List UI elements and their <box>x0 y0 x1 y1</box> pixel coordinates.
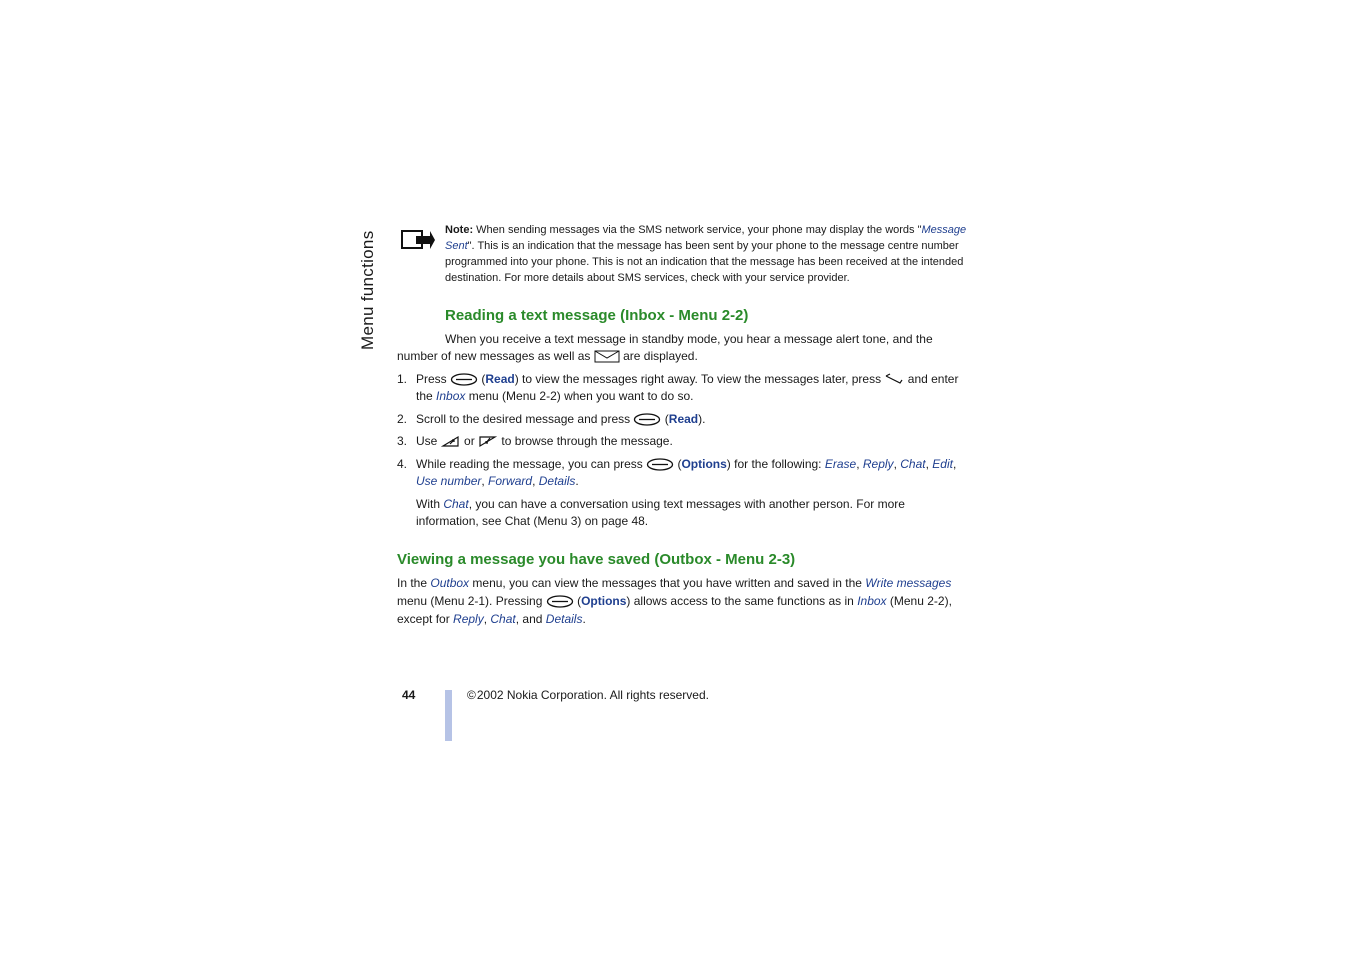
heading-reading: Reading a text message (Inbox - Menu 2-2) <box>445 307 749 324</box>
option-term: Reply <box>862 457 894 471</box>
note-term: Message Sent <box>445 224 967 252</box>
chat-paragraph <box>416 496 966 530</box>
viewing-text: (Menu 2-2), except for <box>397 594 952 626</box>
viewing-text: ) allows access to the same functions as in <box>626 594 858 608</box>
step-number: 2. <box>397 412 408 426</box>
step-text: ). <box>698 412 706 426</box>
list-item: 1. Press (Read) to view the messages right away. To view the messages later, press and enter the Inbox menu (Menu 2-2) when you want to do so. <box>397 372 959 403</box>
inbox-term: Inbox <box>857 594 887 608</box>
note-text: When sending messages via the SMS network service, your phone may display the words " <box>473 224 922 236</box>
note-label: Note: <box>445 224 474 236</box>
reply-term: Reply <box>453 612 484 626</box>
reading-intro-end: are displayed. <box>619 349 698 363</box>
chat-text-end: , you can have a conversation using text messages with another person. For more information, see Chat (Menu 3) on page 48. <box>416 497 905 528</box>
viewing-text: menu (Menu 2-1). Pressing <box>397 594 546 608</box>
scroll-up-icon <box>441 434 461 448</box>
option-term: Forward <box>488 474 533 488</box>
page-number: 44 <box>402 688 416 702</box>
step-text: ) for the following: <box>726 457 825 471</box>
step-text: While reading the message, you can press <box>416 457 647 471</box>
viewing-paragraph: In the Outbox menu, you can view the messages that you have written and saved in the Write messages menu (Menu 2-1). Pressing (Options) allows access to the same functions as in Inbox (Menu 2-2), except for Reply, Chat, and Details. <box>397 576 952 626</box>
selection-key-icon <box>633 413 661 426</box>
list-item: 2. Scroll to the desired message and press (Read). <box>397 412 706 426</box>
note-text-end: ". This is an indication that the message has been sent by your phone to the message centre number programmed into your phone. This is not an indication that the message has been received at the intended destination. For more details about SMS services, check with your service provider. <box>445 240 964 284</box>
reading-intro-text: When you receive a text message in standby mode, you hear a message alert tone, and the number of new messages as well as <box>397 332 933 363</box>
options-key: Options <box>681 457 727 471</box>
step-number: 4. <box>397 457 408 471</box>
copyright: © 2002 Nokia Corporation. All rights reserved. <box>467 688 709 702</box>
option-term: Use number <box>416 474 482 488</box>
viewing-text: menu, you can view the messages that you have written and saved in the <box>469 576 866 590</box>
write-messages-term: Write messages <box>865 576 952 590</box>
step-number: 1. <box>397 372 408 386</box>
side-tab-label: Menu functions <box>358 230 377 350</box>
note-icon <box>400 228 436 252</box>
step-text: Scroll to the desired message and press <box>416 412 634 426</box>
step-text: and enter the <box>416 372 959 403</box>
viewing-text: , and <box>515 612 546 626</box>
reading-intro <box>397 331 967 365</box>
selection-key-icon <box>546 595 574 608</box>
list-item <box>397 433 967 450</box>
heading-viewing: Viewing a message you have saved (Outbox - Menu 2-3) <box>397 551 796 568</box>
option-term: Erase <box>824 457 857 471</box>
step-text: Press <box>416 372 451 386</box>
selection-key-icon <box>646 458 674 471</box>
scroll-down-icon <box>478 434 498 448</box>
option-term: Chat <box>900 457 926 471</box>
details-term: Details <box>545 612 583 626</box>
read-key: Read <box>668 412 699 426</box>
inbox-term: Inbox <box>436 389 466 403</box>
note-block <box>445 222 970 286</box>
step-text: menu (Menu 2-2) when you want to do so. <box>465 389 694 403</box>
outbox-term: Outbox <box>430 576 470 590</box>
selection-key-icon <box>450 373 478 386</box>
options-key: Options <box>581 594 627 608</box>
step-text: to browse through the message. <box>498 434 673 448</box>
viewing-text: In the <box>397 576 431 590</box>
step-text: or <box>460 434 479 448</box>
option-term: Details <box>538 474 576 488</box>
chat-term: Chat <box>490 612 516 626</box>
read-key: Read <box>485 372 515 386</box>
step-text: ) to view the messages right away. To view the messages later, press <box>514 372 885 386</box>
side-tab <box>356 226 380 350</box>
step-number: 3. <box>397 434 408 448</box>
option-term: Edit <box>932 457 953 471</box>
copyright-text: 2002 Nokia Corporation. All rights reserved. <box>476 688 709 702</box>
step-text: Use <box>416 434 441 448</box>
clear-key-icon <box>884 373 904 386</box>
list-item: 4. While reading the message, you can press (Options) for the following: Erase, Reply, Chat, Edit, Use number, Forward, Details. <box>397 457 957 488</box>
footer-bar <box>445 690 452 741</box>
chat-term: Chat <box>443 497 469 511</box>
chat-text: With <box>416 497 444 511</box>
envelope-icon <box>594 350 620 363</box>
